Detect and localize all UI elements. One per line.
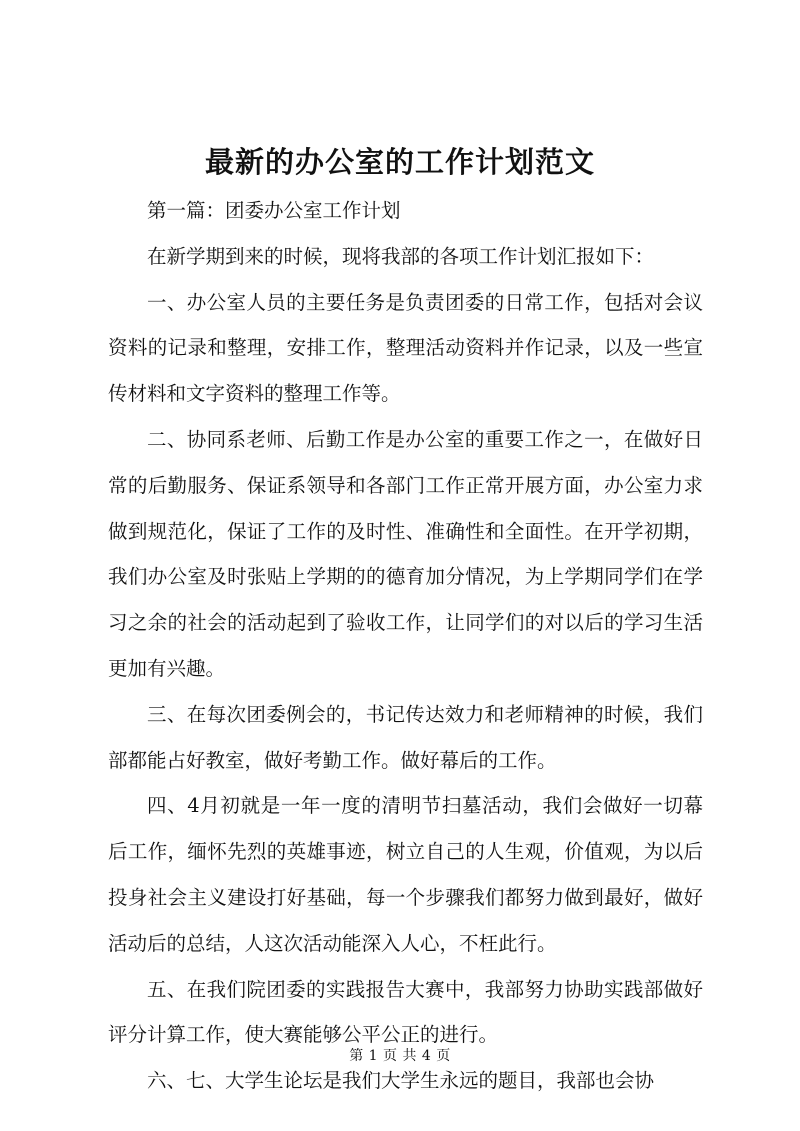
paragraph-item-6: 六、七、大学生论坛是我们大学生永远的题目，我部也会协	[147, 1069, 655, 1093]
paragraph-item-2: 二、协同系老师、后勤工作是办公室的重要工作之一，在做好日常的后勤服务、保证系领导和各部门工作正常开展方面，办公室力求做到规范化，保证了工作的及时性、准确性和全面性。在开学初期，我们办公室及时张贴上学期的的德育加分情况，为上学期同学们在学习之余的社会的活动起到了验收工作，让同学们的对以后的学习生活更加有兴趣。	[108, 427, 703, 680]
paragraph-item-5: 五、在我们院团委的实践报告大赛中，我部努力协助实践部做好评分计算工作，使大赛能够公平公正的进行。	[108, 977, 703, 1047]
paragraph-item-3: 三、在每次团委例会的，书记传达效力和老师精神的时候，我们部都能占好教室，做好考勤工作。做好幕后的工作。	[108, 702, 703, 772]
paragraph-item-4: 四、4月初就是一年一度的清明节扫墓活动，我们会做好一切幕后工作，缅怀先烈的英雄事迹，树立自己的人生观，价值观，为以后投身社会主义建设打好基础，每一个步骤我们都努力做到最好，做好活动后的总结，人这次活动能深入人心，不枉此行。	[108, 794, 703, 955]
document-body	[108, 188, 703, 1104]
document-title: 最新的办公室的工作计划范文	[204, 145, 595, 179]
page-footer: 第 1 页 共 4 页	[349, 1048, 451, 1064]
paragraph-intro: 在新学期到来的时候，现将我部的各项工作计划汇报如下：	[147, 244, 655, 268]
paragraph-section-heading: 第一篇：团委办公室工作计划	[147, 199, 401, 222]
paragraph-item-1: 一、办公室人员的主要任务是负责团委的日常工作，包括对会议资料的记录和整理，安排工作，整理活动资料并作记录，以及一些宣传材料和文字资料的整理工作等。	[108, 290, 703, 406]
